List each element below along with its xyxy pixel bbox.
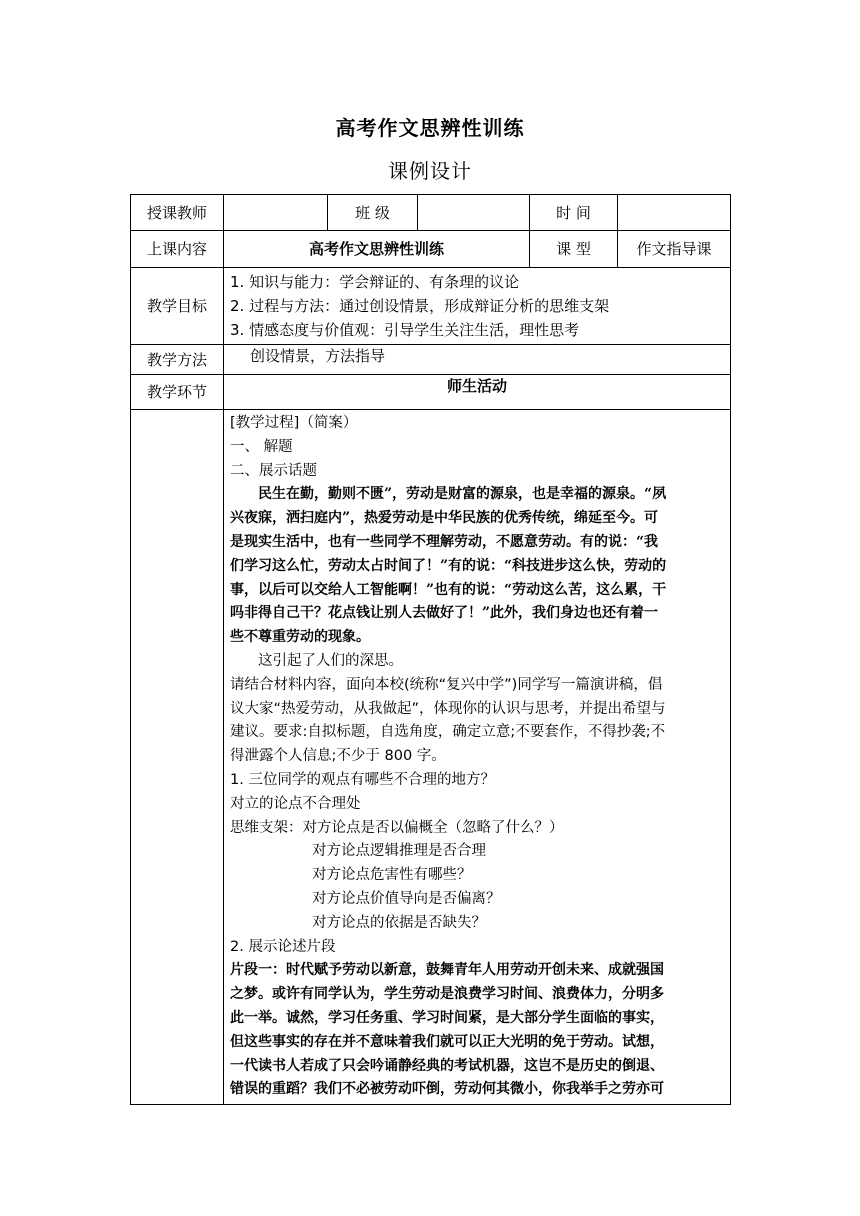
teacher-value bbox=[224, 195, 328, 231]
process-line: 建议。要求:自拟标题，自选角度，确定立意;不要套作，不得抄袭;不 bbox=[230, 724, 666, 741]
goals-row bbox=[131, 268, 731, 345]
class-value bbox=[418, 195, 530, 231]
stages-row bbox=[131, 375, 731, 410]
process-line: 民生在勤，勤则不匮”，劳动是财富的源泉，也是幸福的源泉。“夙 bbox=[258, 486, 667, 503]
goal-item: 3. 情感态度与价值观：引导学生关注生活，理性思考 bbox=[230, 321, 580, 339]
process-line: 一、 解题 bbox=[230, 438, 293, 455]
process-line: 2. 展示论述片段 bbox=[230, 938, 336, 955]
process-line: 这引起了人们的深思。 bbox=[258, 652, 403, 669]
process-line: 但这些事实的存在并不意味着我们就可以正大光明的免于劳动。试想， bbox=[230, 1033, 664, 1050]
process-row bbox=[131, 410, 731, 1105]
process-line: 们学习这么忙，劳动太占时间了！”有的说：“科技进步这么快，劳动的 bbox=[230, 557, 667, 574]
process-content bbox=[224, 410, 731, 1105]
process-line: 1. 三位同学的观点有哪些不合理的地方？ bbox=[230, 771, 495, 788]
process-line: 此一举。诚然，学习任务重、学习时间紧，是大部分学生面临的事实， bbox=[230, 1009, 664, 1026]
process-line: 一代读书人若成了只会吟诵静经典的考试机器，这岂不是历史的倒退、 bbox=[230, 1057, 664, 1074]
time-label: 时 间 bbox=[530, 195, 618, 231]
process-line: 事，以后可以交给人工智能啊！”也有的说：“劳动这么苦，这么累，干 bbox=[230, 581, 667, 598]
methods-value: 创设情景，方法指导 bbox=[224, 345, 731, 375]
process-line: 对方论点逻辑推理是否合理 bbox=[312, 843, 486, 860]
process-line: 吗非得自己干？花点钱让别人去做好了！”此外，我们身边也还有着一 bbox=[230, 605, 659, 622]
goals-list bbox=[224, 268, 731, 345]
process-line: [教学过程]（简案） bbox=[230, 415, 358, 431]
methods-label: 教学方法 bbox=[131, 345, 224, 375]
stages-header: 师生活动 bbox=[224, 375, 731, 410]
process-line: 兴夜寐，洒扫庭内”，热爱劳动是中华民族的优秀传统，绵延至今。可 bbox=[230, 510, 659, 527]
process-line: 对方论点的依据是否缺失？ bbox=[312, 914, 486, 931]
process-line: 对方论点危害性有哪些？ bbox=[312, 867, 472, 884]
process-line: 二、展示话题 bbox=[230, 462, 317, 479]
process-line: 错误的重蹈？我们不必被劳动吓倒，劳动何其微小，你我举手之劳亦可 bbox=[230, 1081, 664, 1098]
process-line: 是现实生活中，也有一些同学不理解劳动，不愿意劳动。有的说：“我 bbox=[230, 533, 659, 550]
document-title: 高考作文思辨性训练 bbox=[335, 116, 525, 140]
process-line: 思维支架：对方论点是否以偏概全（忽略了什么？） bbox=[230, 819, 564, 836]
process-line: 对方论点价值导向是否偏离？ bbox=[312, 890, 501, 907]
process-line: 议大家“热爱劳动，从我做起”，体现你的认识与思考，并提出希望与 bbox=[230, 700, 666, 717]
process-line: 些不尊重劳动的现象。 bbox=[230, 629, 370, 646]
process-line: 请结合材料内容，面向本校(统称“复兴中学”)同学写一篇演讲稿，倡 bbox=[230, 676, 663, 693]
content-value: 高考作文思辨性训练 bbox=[224, 231, 530, 268]
time-value bbox=[618, 195, 731, 231]
lesson-plan-table bbox=[130, 194, 731, 1105]
type-label: 课 型 bbox=[530, 231, 618, 268]
goals-label: 教学目标 bbox=[131, 268, 224, 345]
info-row-1 bbox=[131, 195, 731, 231]
type-value: 作文指导课 bbox=[618, 231, 731, 268]
methods-row bbox=[131, 345, 731, 375]
content-label: 上课内容 bbox=[131, 231, 224, 268]
class-label: 班 级 bbox=[328, 195, 418, 231]
goal-item: 2. 过程与方法：通过创设情景，形成辩证分析的思维支架 bbox=[230, 297, 610, 315]
stages-label: 教学环节 bbox=[131, 375, 224, 410]
document-subtitle: 课例设计 bbox=[388, 159, 472, 183]
process-line: 对立的论点不合理处 bbox=[230, 795, 361, 812]
process-line: 之梦。或许有同学认为，学生劳动是浪费学习时间、浪费体力，分明多 bbox=[230, 986, 664, 1003]
process-left-cell bbox=[131, 410, 224, 1105]
process-line: 片段一：时代赋予劳动以新意，鼓舞青年人用劳动开创未来、成就强国 bbox=[230, 962, 664, 979]
info-row-2 bbox=[131, 231, 731, 268]
process-line: 得泄露个人信息;不少于 800 字。 bbox=[230, 748, 446, 765]
teacher-label: 授课教师 bbox=[131, 195, 224, 231]
goal-item: 1. 知识与能力：学会辩证的、有条理的议论 bbox=[230, 273, 520, 291]
